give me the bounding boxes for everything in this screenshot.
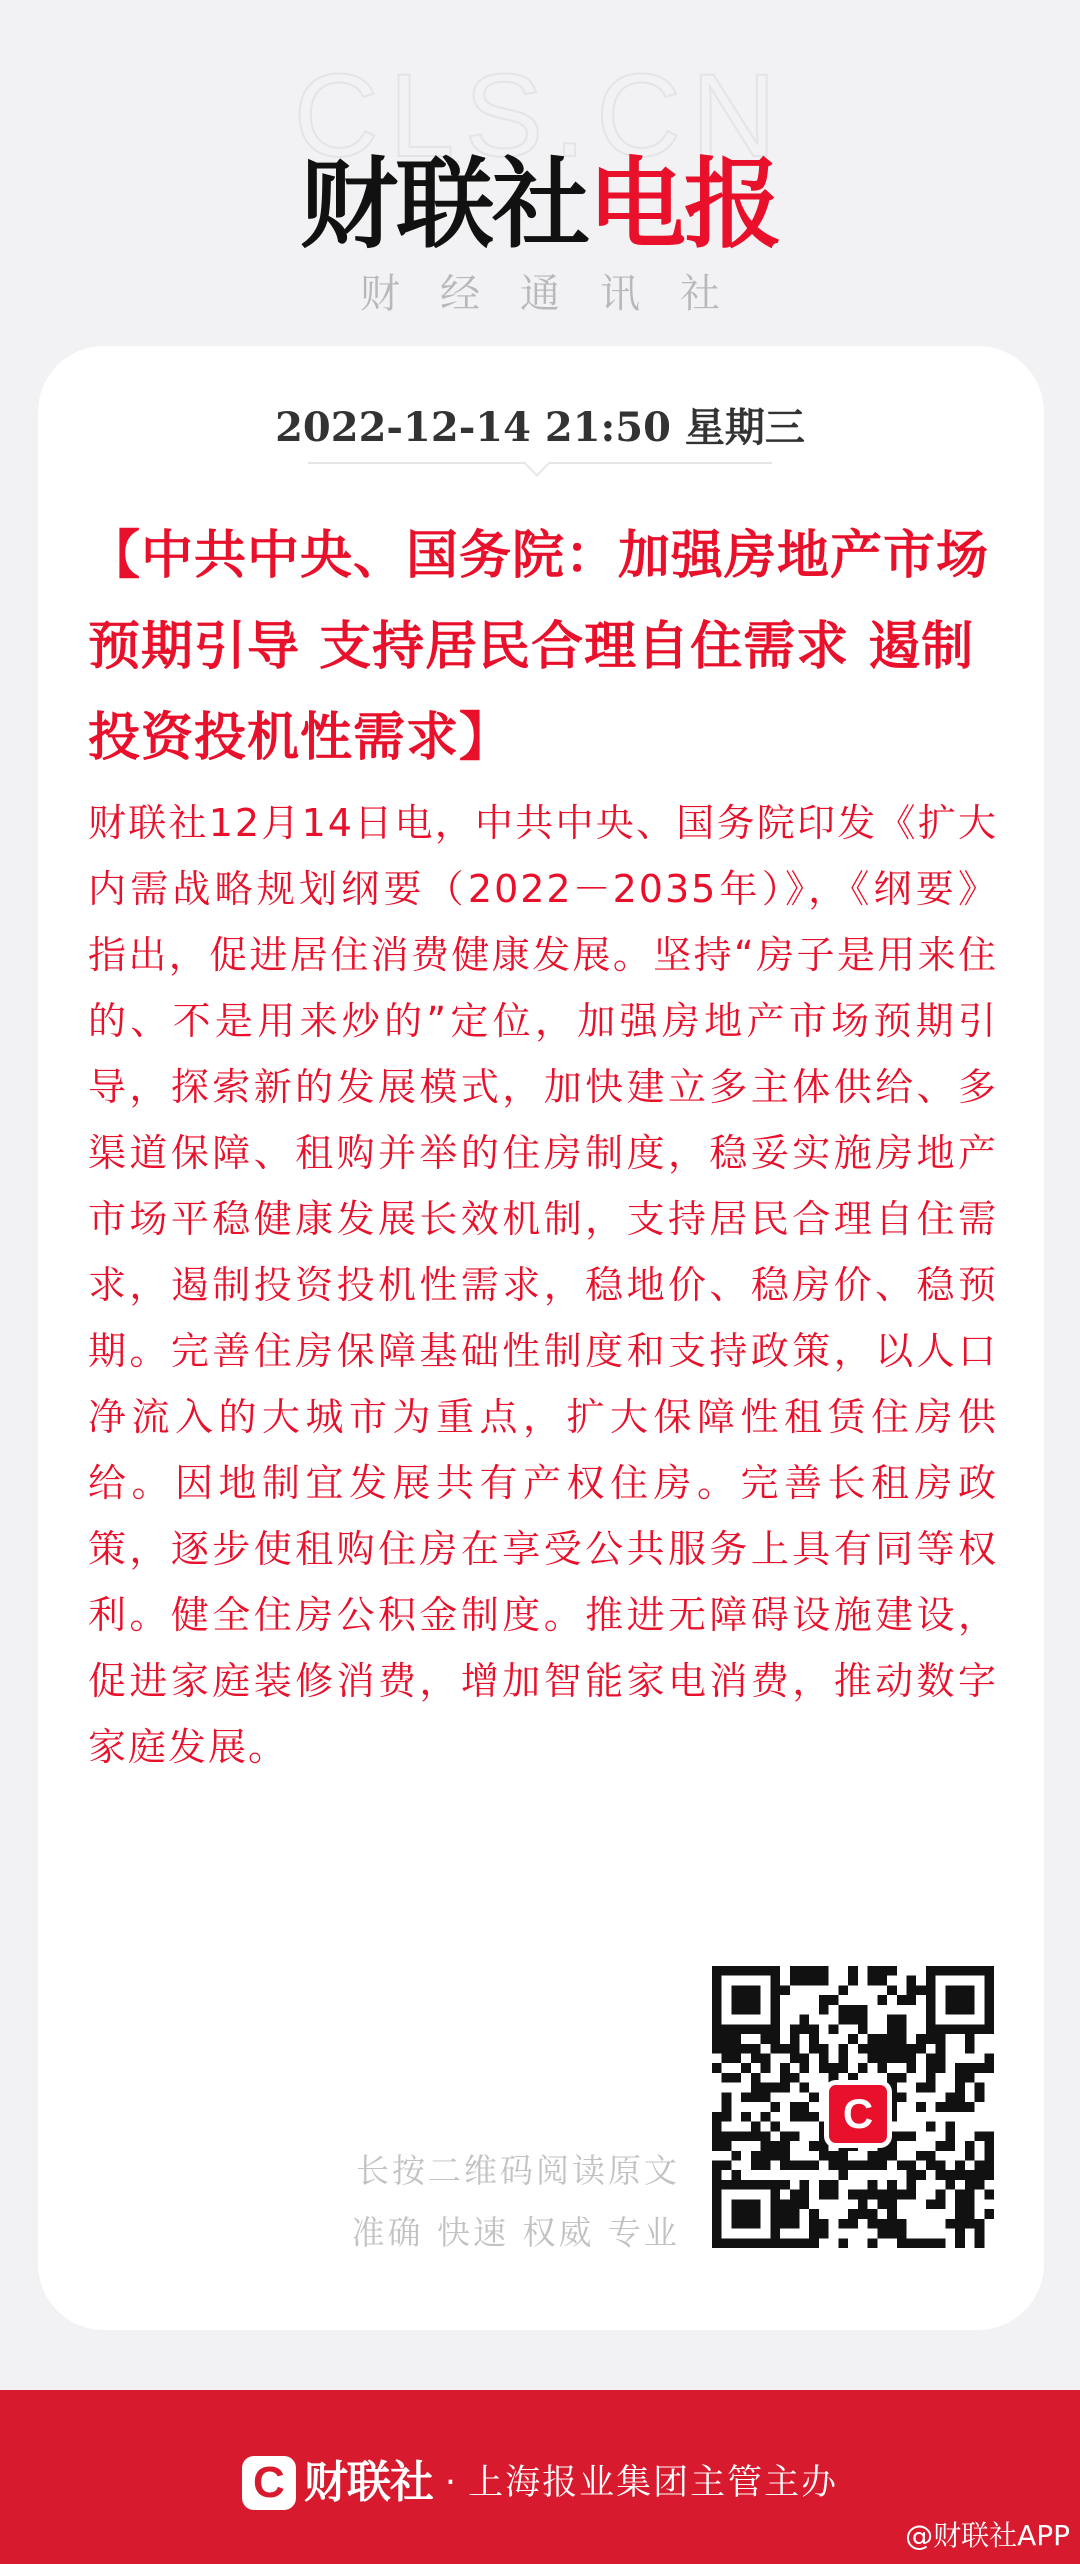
footer-org: 上海报业集团主管主办 bbox=[468, 2463, 839, 2503]
header bbox=[0, 0, 1080, 340]
qr-center-logo-icon: C bbox=[824, 2080, 892, 2148]
article-body: 财联社12月14日电，中共中央、国务院印发《扩大内需战略规划纲要（2022－2035年）》，《纲要》指出，促进居住消费健康发展。坚持“房子是用来住的、不是用来炒的”定位，加强房地产市场预期引导，探索新的发展模式，加快建立多主体供给、多渠道保障、租购并举的住房制度，稳妥实施房地产市场平稳健康发展长效机制，支持居民合理自住需求，遏制投资投机性需求，稳地价、稳房价、稳预期。完善住房保障基础性制度和支持政策，以人口净流入的大城市为重点，扩大保障性租赁住房供给。因地制宜发展共有产权住房。完善长租房政策，逐步使租购住房在享受公共服务上具有同等权利。健全住房公积金制度。推进无障碍设施建设，促进家庭装修消费，增加智能家电消费，推动数字家庭发展。 bbox=[88, 801, 998, 1769]
footer-brand: 财联社 bbox=[303, 2457, 433, 2508]
brand-subtitle: 财经通讯社 bbox=[360, 271, 760, 317]
article-headline: 【中共中央、国务院：加强房地产市场预期引导 支持居民合理自住需求 遏制投资投机性需求】 bbox=[88, 525, 990, 768]
article-datetime: 2022-12-14 21:50 星期三 bbox=[275, 404, 805, 451]
footer-separator: · bbox=[444, 2463, 457, 2503]
brand-logo bbox=[0, 150, 1080, 260]
footer-bar bbox=[0, 2390, 1080, 2564]
weibo-watermark: @财联社APP bbox=[905, 2519, 1070, 2552]
footer-logo-icon: C bbox=[242, 2456, 296, 2510]
footer-row bbox=[0, 2454, 1080, 2511]
qr-caption bbox=[340, 2140, 680, 2264]
qr-caption-line2: 准确 快速 权威 专业 bbox=[351, 2213, 680, 2252]
watermark: CLS.CN bbox=[293, 50, 787, 182]
logo-text-black: 财联社 bbox=[299, 148, 588, 262]
logo-text-red: 电报 bbox=[588, 148, 781, 262]
qr-caption-line1: 长按二维码阅读原文 bbox=[356, 2151, 680, 2190]
